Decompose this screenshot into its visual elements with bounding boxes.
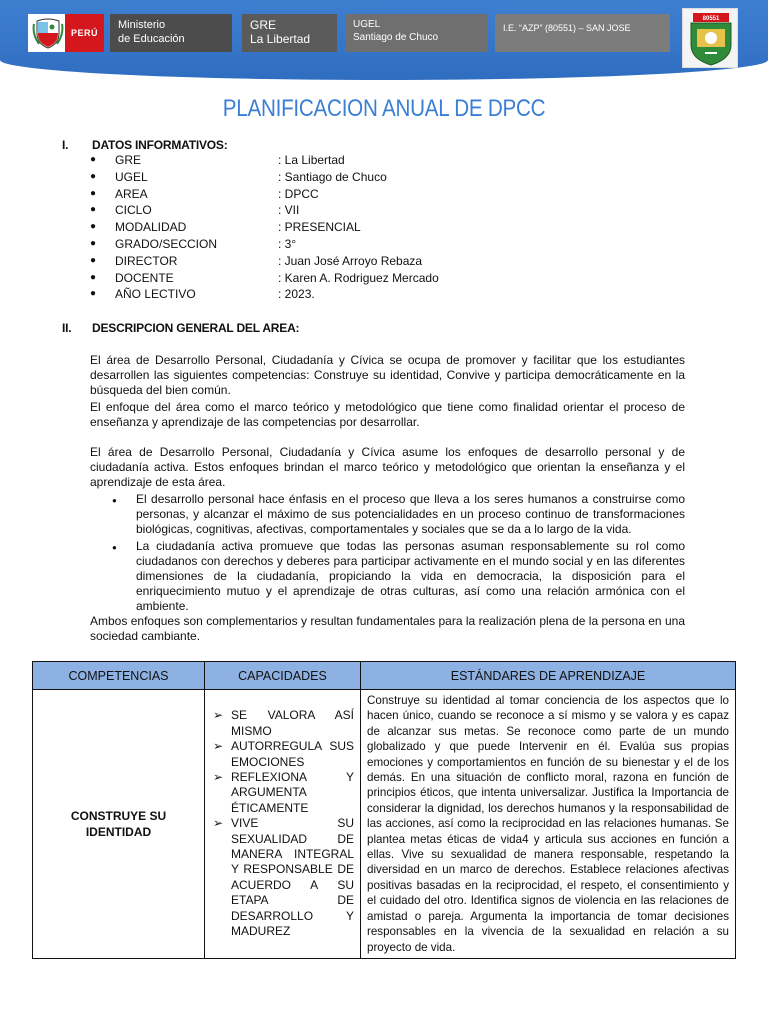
ugel-line-2: Santiago de Chuco [353,32,439,43]
info-value: : La Libertad [278,153,345,167]
school-label: I.E. “AZP” (80551) – SAN JOSE [503,23,631,33]
bullet-icon: ● [90,221,97,233]
info-label: GRADO/SECCION [115,236,218,251]
header-estandares: ESTÁNDARES DE APRENDIZAJE [361,662,736,690]
info-value: : 3° [278,236,297,251]
bullet-icon: ● [112,542,117,552]
list-item [112,539,685,615]
info-label: AREA [115,186,148,201]
header-band [0,0,768,80]
list-item-text: La ciudadanía activa promueve que todas las personas asuman responsablemente su rol como ciudadanos con derechos y deberes para participar activamente en el mundo social y en las diferentes dimensiones de la ciudadanía, propiciando la vida en democracia, la disposición para el enriquecimiento mutuo y el aprendizaje de otras culturas, así como una relación armónica con el ambiente. [136,538,685,614]
peru-label: PERÚ [65,14,104,52]
ugel-box [345,14,488,52]
info-label: CICLO [115,203,152,218]
school-box [495,14,670,52]
info-row-ugel [90,169,490,186]
arrow-bullet-icon: ➢ [213,816,224,831]
bullet-icon: ● [90,288,97,300]
info-label: MODALIDAD [115,220,187,235]
info-value: : VII [278,203,300,218]
info-list [90,152,490,303]
bullet-icon: ● [112,496,117,505]
description-paragraph-4: Ambos enfoques son complementarios y resultan fundamentales para la realización plena de la persona en una sociedad cambiante. [90,614,685,644]
description-paragraph-2: El enfoque del área como el marco teórico y metodológico que tiene como finalidad orientar el proceso de enseñanza y aprendizaje de las competencias por desarrollar. [90,400,685,430]
estandar-cell: Construye su identidad al tomar conciencia de los aspectos que lo hacen único, cuando se reconoce a sí mismo y se valora y es capaz de alcanzar sus metas. Se reconoce como parte de un mundo globalizado y que puede Intervenir en él. Evalúa sus propias emociones y comportamientos en función de su bienestar y el de los demás. En una situación de conflicto moral, razona en función de principios éticos, que intenta universalizar. Justifica la Importancia de considerar la dignidad, los derechos humanos y la responsabilidad de las acciones, así como la reciprocidad en las relaciones humanas. Se plantea metas éticas de vida4 y articula sus acciones en función a ellas. Vive su sexualidad de manera responsable, respetando la diversidad en un marco de derechos. Establece relaciones afectivas positivas basadas en la reciprocidad, el respeto, el consentimiento y el cuidado del otro. Identifica signos de violencia en las relaciones de amistad o pareja. Argumenta la importancia de tomar decisiones responsables en la vivencia de la sexualidad en relación a su proyecto de vida. [361,690,736,959]
capacidad-text: VIVE SU SEXUALIDAD DE MANERA INTEGRAL Y RESPONSABLE DE ACUERDO A SU ETAPA DE DESARROLLO Y MADUREZ [231,816,354,939]
info-value: : Karen A. Rodriguez Mercado [278,270,439,285]
capacidad-text: AUTORREGULA SUS EMOCIONES [231,739,354,769]
info-row-modalidad [90,219,490,236]
list-item [112,492,685,538]
peru-coat-of-arms-icon [31,16,65,50]
bullet-icon: ● [90,204,97,216]
gre-line-2: La Libertad [250,32,311,46]
arrow-bullet-icon: ➢ [213,770,224,785]
capacidad-item [213,708,354,739]
section-2-heading [62,321,299,335]
ministry-line-1: Ministerio [118,19,166,31]
info-value: : Juan José Arroyo Rebaza [278,253,423,268]
info-value: : PRESENCIAL [278,220,361,235]
capacidad-item [213,739,354,770]
capacidad-item [213,816,354,939]
bullet-icon: ● [90,271,97,283]
approach-bullet-list [112,492,685,616]
info-row-docente [90,270,490,287]
description-paragraph-1: El área de Desarrollo Personal, Ciudadanía y Cívica se ocupa de promover y facilitar que los estudiantes desarrollen las siguientes competencias: Construye su identidad, Convive y participa democráticamente en la búsqueda del bien común. [90,353,685,398]
bullet-icon: ● [90,154,97,165]
info-value: : DPCC [278,186,319,201]
competencia-line-1: CONSTRUYE SU [70,808,167,823]
section-1-number: I. [62,138,69,152]
table-header-row [33,662,736,690]
document-title: PLANIFICACION ANUAL DE DPCC [222,95,546,122]
ugel-line-1: UGEL [353,19,381,30]
ministry-line-2: de Educación [118,33,185,45]
info-row-area [90,186,490,203]
school-logo [682,8,738,68]
section-1-title: DATOS INFORMATIVOS: [92,138,228,152]
info-label: GRE [115,153,142,167]
school-crest-icon [683,9,739,69]
description-paragraph-3: El área de Desarrollo Personal, Ciudadanía y Cívica asume los enfoques de desarrollo personal y de ciudadanía activa. Estos enfoques brindan el marco teórico y metodológico que orientan la enseñanza y el aprendizaje de esta área. [90,445,685,490]
info-value: : Santiago de Chuco [278,169,387,184]
info-label: DOCENTE [115,270,174,285]
capacidades-cell [205,690,361,959]
info-row-grado [90,236,490,253]
gre-line-1: GRE [250,18,277,32]
bullet-icon: ● [90,254,97,266]
logo-number: 80551 [702,16,720,22]
info-label: UGEL [115,169,148,184]
ministry-box [110,14,232,52]
bullet-icon: ● [90,170,97,182]
section-2-number: II. [62,321,72,335]
competencies-table [32,661,736,959]
info-row-anio [90,286,490,303]
info-row-gre [90,152,490,169]
capacidad-text: SE VALORA ASÍ MISMO [231,708,354,738]
header-competencias: COMPETENCIAS [33,662,205,690]
list-item-text: El desarrollo personal hace énfasis en el proceso que lleva a los seres humanos a construirse como personas, y alcanzar el máximo de sus potencialidades en un proceso continuo de transformaciones biológicas, cognitivas, afectivas, comportamentales y sociales que se da a lo largo de la vida. [136,492,685,537]
capacidad-text: REFLEXIONA Y ARGUMENTA ÉTICAMENTE [231,770,354,815]
info-row-ciclo [90,202,490,219]
arrow-bullet-icon: ➢ [213,739,224,754]
header-capacidades: CAPACIDADES [205,662,361,690]
info-row-director [90,253,490,270]
bullet-icon: ● [90,237,97,249]
peru-brand [28,14,104,52]
competencia-cell [33,690,205,959]
bullet-icon: ● [90,187,97,199]
competencia-line-2: IDENTIDAD [85,824,152,839]
info-label: AÑO LECTIVO [115,287,196,302]
info-value: : 2023. [278,287,315,302]
table-row [33,690,736,959]
info-label: DIRECTOR [115,253,178,268]
capacidad-item [213,770,354,816]
arrow-bullet-icon: ➢ [213,708,224,723]
gre-box [242,14,337,52]
section-1-heading [62,138,228,152]
section-2-title: DESCRIPCION GENERAL DEL AREA: [92,321,300,335]
